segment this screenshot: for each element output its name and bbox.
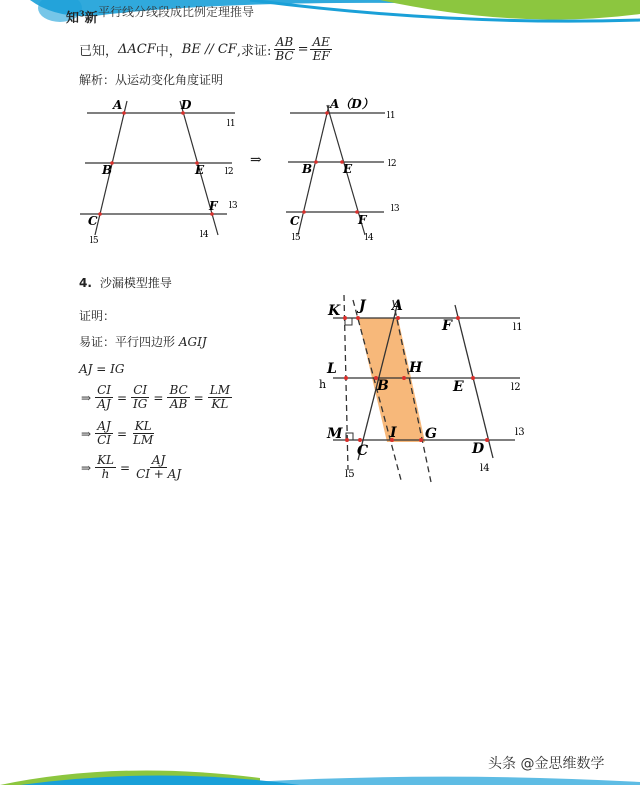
line-l5: l5 xyxy=(345,469,355,480)
label-F: F xyxy=(209,199,218,213)
figure-parallel-lines xyxy=(75,95,250,250)
line-l5: l5 xyxy=(292,233,301,243)
label-E: E xyxy=(343,162,353,176)
given-zhong: 中， xyxy=(155,44,182,59)
frac-ae-ef: $\frac{AE}{EF}$ xyxy=(312,35,330,63)
proof-label: 证明： xyxy=(79,309,116,323)
easy-proof: 易证：平行四边形 AGIJ xyxy=(79,335,207,349)
document-title: 平行线分线段成比例定理推导 xyxy=(98,5,255,19)
label-A: A xyxy=(113,98,123,112)
figure-collapsed-lines xyxy=(280,95,410,250)
line-l3: l3 xyxy=(391,204,400,214)
given-statement xyxy=(79,36,334,63)
label-L: L xyxy=(327,361,337,377)
label-F: F xyxy=(358,213,367,227)
equation-4: ⇒ $\frac{KL}{h}$ = $\frac{AJ}{CI + AJ}$ xyxy=(81,453,182,481)
line-l2: l2 xyxy=(388,159,397,169)
line-l4: l4 xyxy=(365,233,374,243)
label-C: C xyxy=(88,214,98,228)
line-l4: l4 xyxy=(200,230,209,240)
line-l1: l1 xyxy=(227,119,236,129)
frac-ab-bc: $\frac{AB}{BC}$ xyxy=(275,35,294,63)
line-l2: l2 xyxy=(225,167,234,177)
equation-2: ⇒ $\frac{CI}{AJ}$ = $\frac{CI}{IG}$ = $\frac{BC}{AB}$ = $\frac{LM}{KL}$ xyxy=(81,383,230,411)
label-A-D: A（D） xyxy=(330,97,374,111)
line-l1: l1 xyxy=(513,322,523,333)
line-l5: l5 xyxy=(90,236,99,246)
given-prefix: 已知， xyxy=(79,44,119,59)
label-I: I xyxy=(390,425,397,441)
label-K: K xyxy=(328,303,341,319)
label-C: C xyxy=(357,443,369,459)
equals-sign: = xyxy=(297,42,309,57)
analysis-text: 解析：从运动变化角度证明 xyxy=(79,73,224,87)
equation-1: AJ = IG xyxy=(79,362,125,376)
label-D: D xyxy=(472,441,485,457)
given-prove: ,求证: xyxy=(236,44,272,59)
line-l4: l4 xyxy=(480,463,490,474)
label-D: D xyxy=(181,98,192,112)
section-heading: 4. 沙漏模型推导 xyxy=(79,276,172,290)
logo: 知$^3$新 xyxy=(66,8,98,26)
line-l2: l2 xyxy=(511,382,521,393)
parallelogram-fill xyxy=(358,318,425,442)
label-B: B xyxy=(377,378,389,394)
equation-3: ⇒ $\frac{AJ}{CI}$ = $\frac{KL}{LM}$ xyxy=(81,419,154,447)
label-E: E xyxy=(195,163,205,177)
label-J: J xyxy=(359,298,366,314)
label-h: h xyxy=(319,378,327,391)
line-l1: l1 xyxy=(387,111,396,121)
label-E: E xyxy=(453,379,464,395)
implies-arrow: ⇒ xyxy=(250,152,262,168)
given-triangle: ΔACF xyxy=(118,42,156,57)
label-G: G xyxy=(425,426,437,442)
figure-hourglass-model xyxy=(315,290,530,485)
watermark-brand: 头条 @金思维数学 xyxy=(488,756,605,772)
label-H: H xyxy=(409,360,423,376)
line-l3: l3 xyxy=(515,427,525,438)
label-B: B xyxy=(302,162,313,176)
label-C: C xyxy=(290,214,300,228)
label-M: M xyxy=(327,426,343,442)
given-parallel: BE // CF xyxy=(181,42,237,57)
label-B: B xyxy=(102,163,113,177)
line-l3: l3 xyxy=(229,201,238,211)
label-A: A xyxy=(392,298,403,314)
label-F: F xyxy=(442,318,452,334)
